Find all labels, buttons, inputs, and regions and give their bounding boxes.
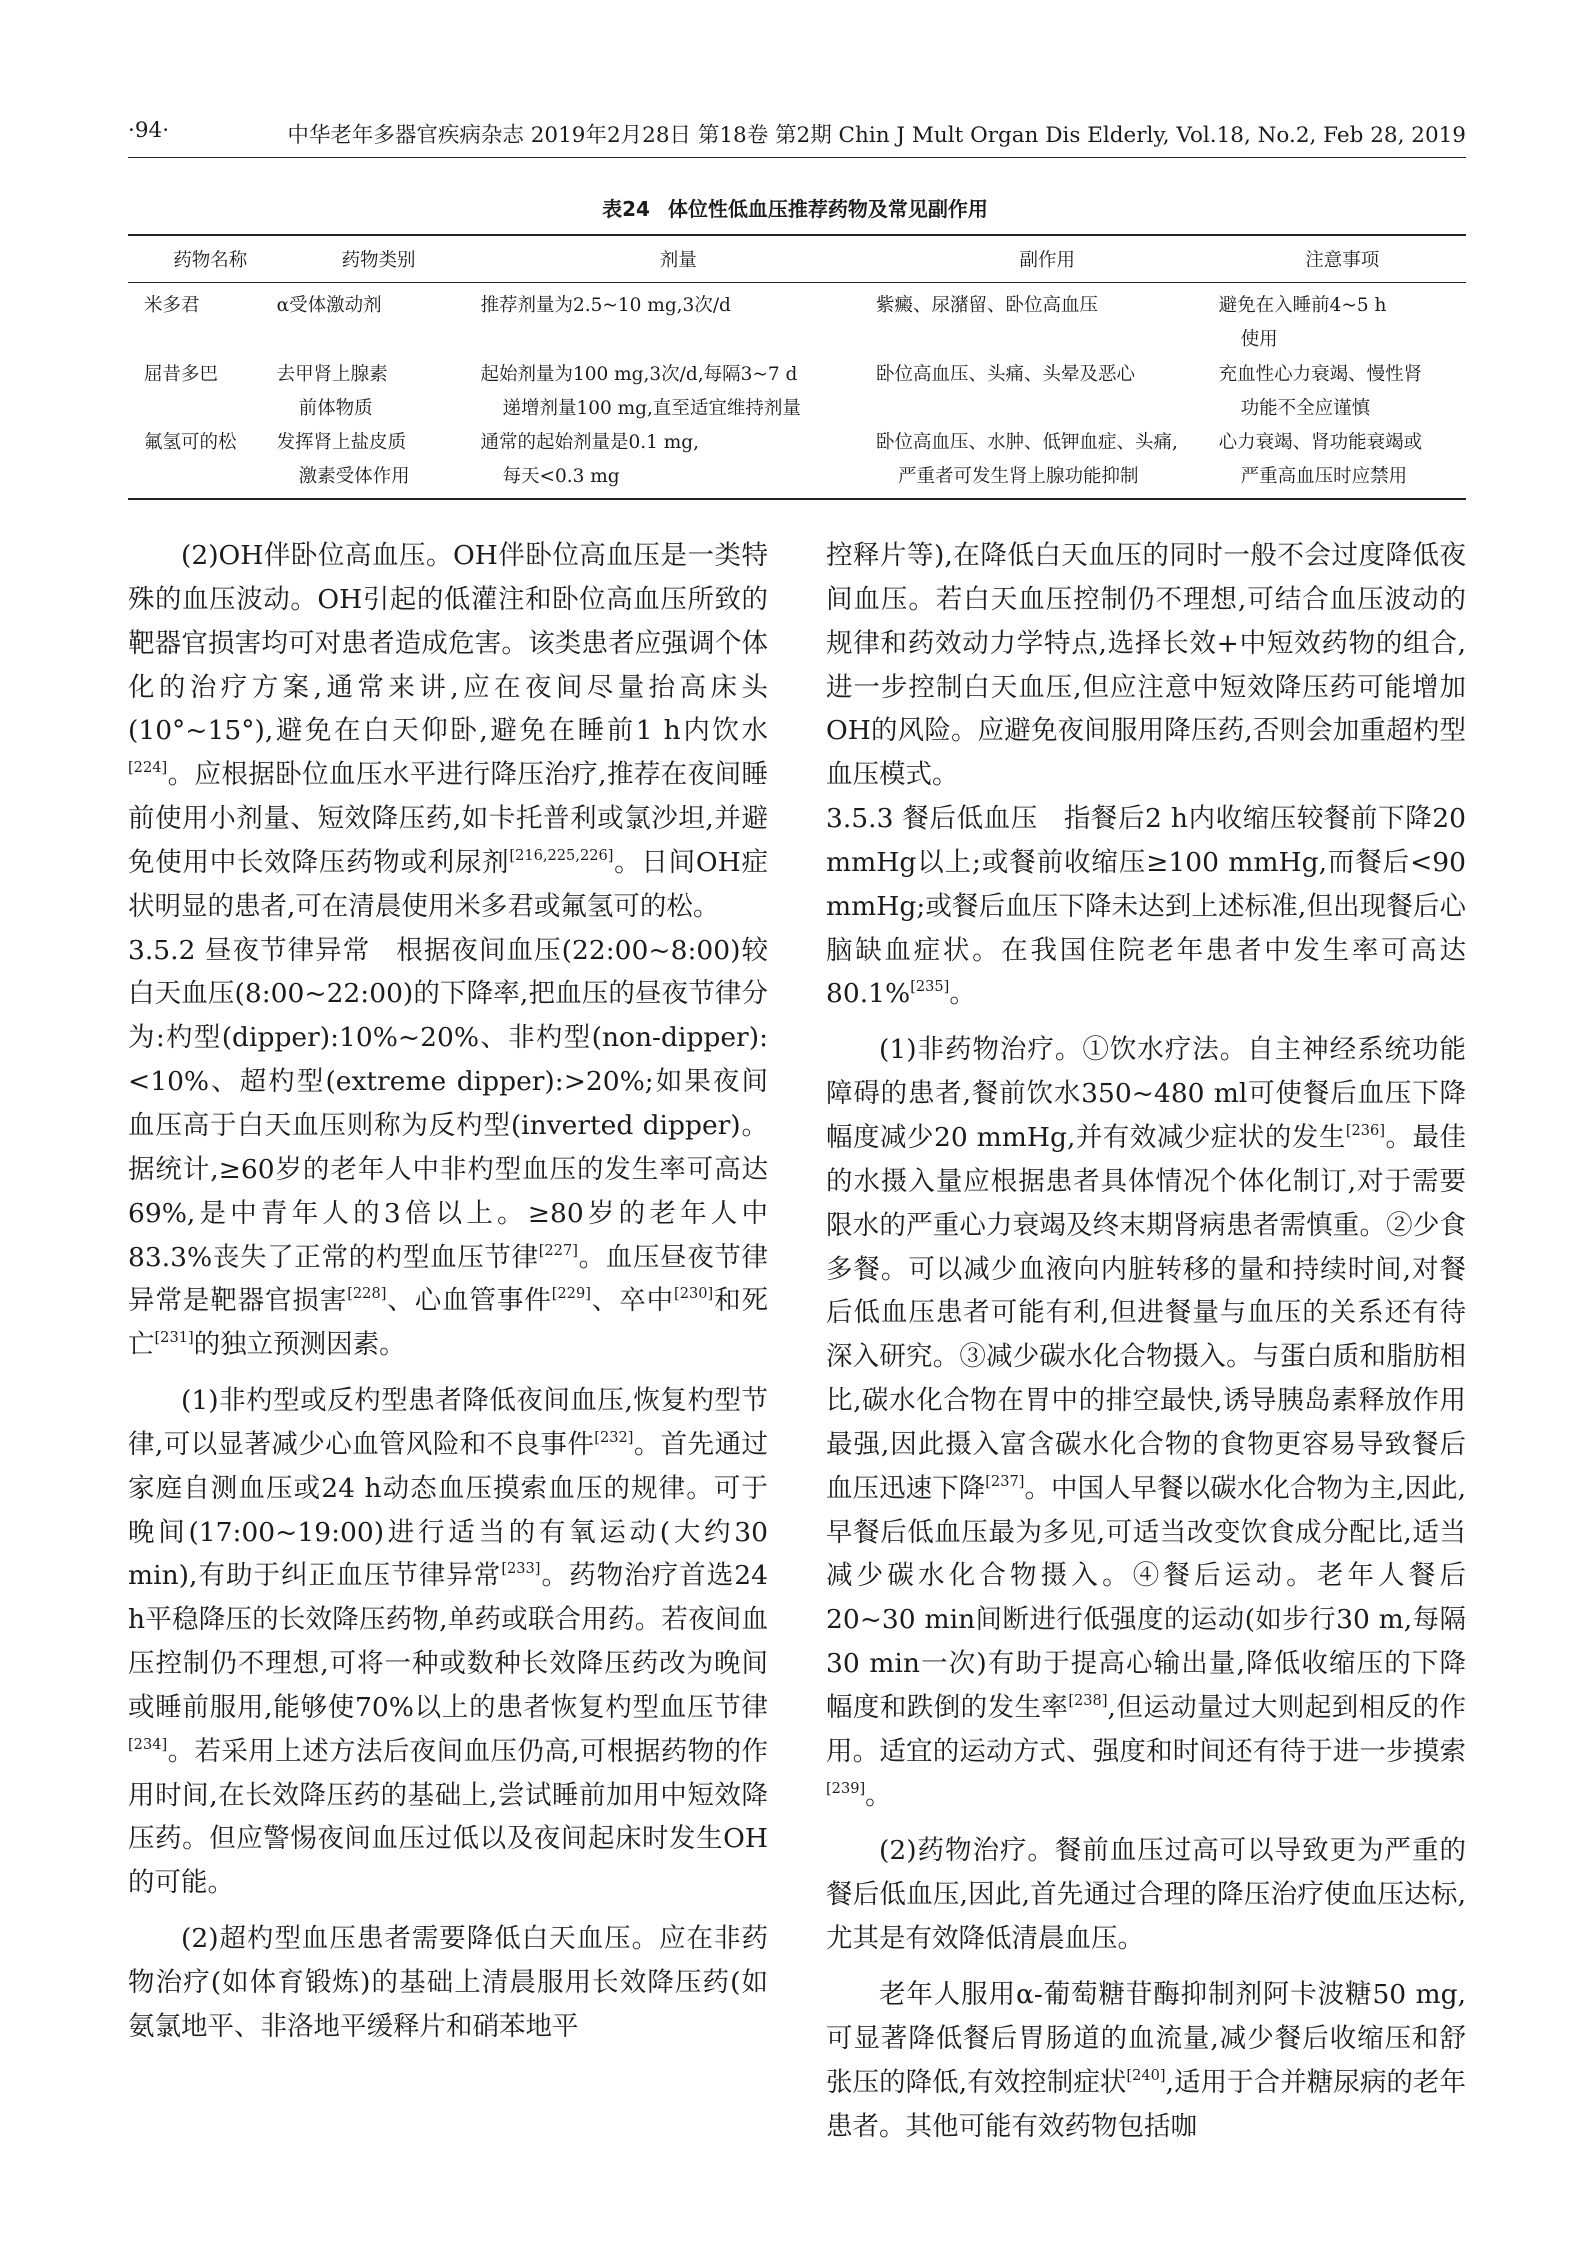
body-text: (1)非杓型或反杓型患者降低夜间血压,恢复杓型节律,可以显著减少心血管风险和不良事件 <box>128 1385 768 1460</box>
body-text: 。药物治疗首选24 h平稳降压的长效降压药物,单药或联合用药。若夜间血压控制仍不理想,可将一种或数种长效降压药改为晚间或睡前服用,能够使70%以上的患者恢复杓型血压节律 <box>128 1560 768 1723</box>
table-header-cell: 药物名称 <box>128 235 277 283</box>
drug-name-cell <box>128 357 277 426</box>
citation: [237] <box>985 1472 1025 1490</box>
citation: [229] <box>551 1285 591 1303</box>
drug-name: 屈昔多巴 <box>144 364 219 385</box>
right-column <box>826 534 1466 2148</box>
body-text: 。血压昼夜节律异常是靶器官损害 <box>128 1241 769 1317</box>
body-text: (2)药物治疗。餐前血压过高可以导致更为严重的餐后低血压,因此,首先通过合理的降压治疗使血压达标,尤其是有效降低清晨血压。 <box>826 1835 1466 1955</box>
cell-text: 通常的起始剂量是0.1 mg, <box>480 432 700 453</box>
cell-text: 避免在入睡前4~5 h <box>1218 295 1387 316</box>
notes-cell <box>1219 283 1466 358</box>
body-text: 根据夜间血压(22:00~8:00)较白天血压(8:00~22:00)的下降率,把血压的昼夜节律分为:杓型(dipper):10%~20%、非杓型(non-dipper):<10%、超杓型(extreme dipper):>20%;如果夜间血压高于白天血压则称为反杓型(inverted dipper)。据统计,≥60岁的老年人中非杓型血压的发生率可高达69%,是中青年人的3倍以上。≥80岁的老年人中83.3%丧失了正常的杓型血压节律 <box>128 934 768 1273</box>
table-number: 表24 <box>602 197 650 221</box>
table-header-cell: 药物类别 <box>277 235 481 283</box>
paragraph <box>128 1379 768 1905</box>
paragraph <box>826 1973 1466 2148</box>
cell-text: 去甲肾上腺素 <box>276 364 388 385</box>
table-caption <box>0 193 1590 222</box>
cell-text: 充血性心力衰竭、慢性肾 <box>1218 364 1423 385</box>
citation: [228] <box>347 1285 387 1303</box>
dose-cell <box>480 283 876 358</box>
citation: [216,225,226] <box>509 846 614 864</box>
cell-text: 激素受体作用 <box>298 466 410 487</box>
citation: [231] <box>154 1329 194 1347</box>
table-row <box>128 283 1466 358</box>
paragraph <box>128 534 768 929</box>
table-row <box>128 357 1466 426</box>
paragraph <box>826 1829 1466 1961</box>
paragraph <box>826 797 1466 1016</box>
paragraph <box>826 1028 1466 1817</box>
cell-text: 起始剂量为100 mg,3次/d,每隔3~7 d <box>480 364 798 385</box>
citation: [240] <box>1126 2066 1166 2084</box>
body-text: 、卒中 <box>590 1285 675 1317</box>
body-text: (2)OH伴卧位高血压。OH伴卧位高血压是一类特殊的血压波动。OH引起的低灌注和卧位高血压所致的靶器官损害均可对患者造成危害。该类患者应强调个体化的治疗方案,通常来讲,应在夜间尽量抬高床头(10°~15°),避免在白天仰卧,避免在睡前1 h内饮水 <box>128 540 768 747</box>
dose-cell <box>480 426 876 499</box>
drug-category-cell <box>277 426 481 499</box>
cell-text: 卧位高血压、头痛、头晕及恶心 <box>875 364 1135 385</box>
section-heading: 3.5.2 昼夜节律异常 <box>128 934 371 966</box>
body-text: 指餐后2 h内收缩压较餐前下降20 mmHg以上;或餐前收缩压≥100 mmHg,而餐后<90 mmHg;或餐后血压下降未达到上述标准,但出现餐后心脑缺血症状。在我国住院老年患者中发生率可高达80.1% <box>826 803 1466 1010</box>
citation: [224] <box>128 759 168 777</box>
left-column <box>128 534 768 2049</box>
dose-cell <box>480 357 876 426</box>
drug-name: 氟氢可的松 <box>144 432 237 453</box>
header-rule <box>128 157 1466 158</box>
running-header <box>128 118 1466 149</box>
drug-category-cell <box>277 283 481 358</box>
body-text: 。最佳的水摄入量应根据患者具体情况个体化制订,对于需要限水的严重心力衰竭及终末期肾病患者需慎重。②少食多餐。可以减少血液向内脏转移的量和持续时间,对餐后低血压患者可能有利,但进餐量与血压的关系还有待深入研究。③减少碳水化合物摄入。与蛋白质和脂肪相比,碳水化合物在胃中的排空最快,诱导胰岛素释放作用最强,因此摄入富含碳水化合物的食物更容易导致餐后血压迅速下降 <box>826 1121 1467 1504</box>
citation: [232] <box>594 1428 634 1446</box>
cell-text: 递增剂量100 mg,直至适宜维持剂量 <box>502 398 801 419</box>
paragraph <box>128 1917 768 2049</box>
citation: [233] <box>501 1560 541 1578</box>
body-text: ,但运动量过大则起到相反的作用。适宜的运动方式、强度和时间还有待于进一步摸索 <box>826 1691 1466 1767</box>
body-text: (2)超杓型血压患者需要降低白天血压。应在非药物治疗(如体育锻炼)的基础上清晨服用长效降压药(如氨氯地平、非洛地平缓释片和硝苯地平 <box>128 1923 768 2042</box>
table-header-cell: 剂量 <box>480 235 876 283</box>
cell-text: 使用 <box>1240 329 1278 350</box>
body-text: 的独立预测因素。 <box>193 1329 406 1361</box>
drug-name-cell <box>128 283 277 358</box>
table-header-cell: 注意事项 <box>1219 235 1466 283</box>
body-text: 、心血管事件 <box>386 1285 552 1317</box>
side-effects-cell <box>876 283 1219 358</box>
table-header-cell: 副作用 <box>876 235 1219 283</box>
paragraph <box>826 534 1466 797</box>
section-heading: 3.5.3 餐后低血压 <box>826 803 1038 835</box>
body-text: 控释片等),在降低白天血压的同时一般不会过度降低夜间血压。若白天血压控制仍不理想,可结合血压波动的规律和药效动力学特点,选择长效+中短效药物的组合,进一步控制白天血压,但应注意中短效降压药可能增加OH的风险。应避免夜间服用降压药,否则会加重超杓型血压模式。 <box>826 540 1466 791</box>
cell-text: 心力衰竭、肾功能衰竭或 <box>1218 432 1423 453</box>
citation: [230] <box>674 1285 714 1303</box>
table-row <box>128 426 1466 499</box>
body-text: 。首先通过家庭自测血压或24 h动态血压摸索血压的规律。可于晚间(17:00~19:00)进行适当的有氧运动(大约30 min),有助于纠正血压节律异常 <box>128 1428 768 1592</box>
drug-name-cell <box>128 426 277 499</box>
cell-text: 发挥肾上盐皮质 <box>276 432 407 453</box>
cell-text: 前体物质 <box>298 398 373 419</box>
cell-text: 卧位高血压、水肿、低钾血症、头痛, <box>875 432 1178 453</box>
citation: [234] <box>128 1735 168 1753</box>
cell-text: 紫癜、尿潴留、卧位高血压 <box>875 295 1098 316</box>
body-text: 。应根据卧位血压水平进行降压治疗,推荐在夜间睡前使用小剂量、短效降压药,如卡托普利或氯沙坦,并避免使用中长效降压药物或利尿剂 <box>128 759 768 878</box>
body-text: 。 <box>865 1779 892 1811</box>
paragraph <box>128 929 768 1367</box>
journal-info: 中华老年多器官疾病杂志 2019年2月28日 第18卷 第2期 Chin J Mult Organ Dis Elderly, Vol.18, No.2, Feb 28, 2019 <box>287 123 1466 148</box>
table-header-row <box>128 235 1466 283</box>
page-number: ·94· <box>128 118 170 143</box>
body-text: ,适用于合并糖尿病的老年患者。其他可能有效药物包括咖 <box>826 2066 1466 2142</box>
cell-text: 每天<0.3 mg <box>502 466 620 487</box>
cell-text: α受体激动剂 <box>276 295 382 316</box>
side-effects-cell <box>876 357 1219 426</box>
citation: [236] <box>1345 1122 1386 1140</box>
cell-text: 推荐剂量为2.5~10 mg,3次/d <box>480 295 731 316</box>
drug-name: 米多君 <box>144 295 200 316</box>
cell-text: 功能不全应谨慎 <box>1240 398 1371 419</box>
body-text: 。若采用上述方法后夜间血压仍高,可根据药物的作用时间,在长效降压药的基础上,尝试睡前加用中短效降压药。但应警惕夜间血压过低以及夜间起床时发生OH的可能。 <box>128 1735 768 1899</box>
cell-text: 严重者可发生肾上腺功能抑制 <box>897 466 1139 487</box>
drug-category-cell <box>277 357 481 426</box>
body-text: 老年人服用α-葡萄糖苷酶抑制剂阿卡波糖50 mg,可显著降低餐后胃肠道的血流量,减少餐后收缩压和舒张压的降低,有效控制症状 <box>826 1979 1466 2098</box>
citation: [227] <box>538 1241 578 1259</box>
side-effects-cell <box>876 426 1219 499</box>
body-text: 。日间OH症状明显的患者,可在清晨使用米多君或氟氢可的松。 <box>128 846 768 922</box>
citation: [235] <box>910 978 950 996</box>
body-text: 和死亡 <box>128 1285 769 1361</box>
body-text: 。中国人早餐以碳水化合物为主,因此,早餐后低血压最为多见,可适当改变饮食成分配比,适当减少碳水化合物摄入。④餐后运动。老年人餐后20~30 min间断进行低强度的运动(如步行30 m,每隔30 min一次)有助于提高心输出量,降低收缩压的下降幅度和跌倒的发生率 <box>826 1472 1466 1723</box>
body-text: 。 <box>949 978 976 1010</box>
body-text: (1)非药物治疗。①饮水疗法。自主神经系统功能障碍的患者,餐前饮水350~480 ml可使餐后血压下降幅度减少20 mmHg,并有效减少症状的发生 <box>826 1034 1466 1153</box>
citation: [238] <box>1068 1692 1108 1710</box>
notes-cell <box>1219 357 1466 426</box>
citation: [239] <box>826 1779 866 1797</box>
notes-cell <box>1219 426 1466 499</box>
cell-text: 严重高血压时应禁用 <box>1240 466 1408 487</box>
drug-table <box>128 234 1466 500</box>
table-title: 体位性低血压推荐药物及常见副作用 <box>667 197 988 221</box>
